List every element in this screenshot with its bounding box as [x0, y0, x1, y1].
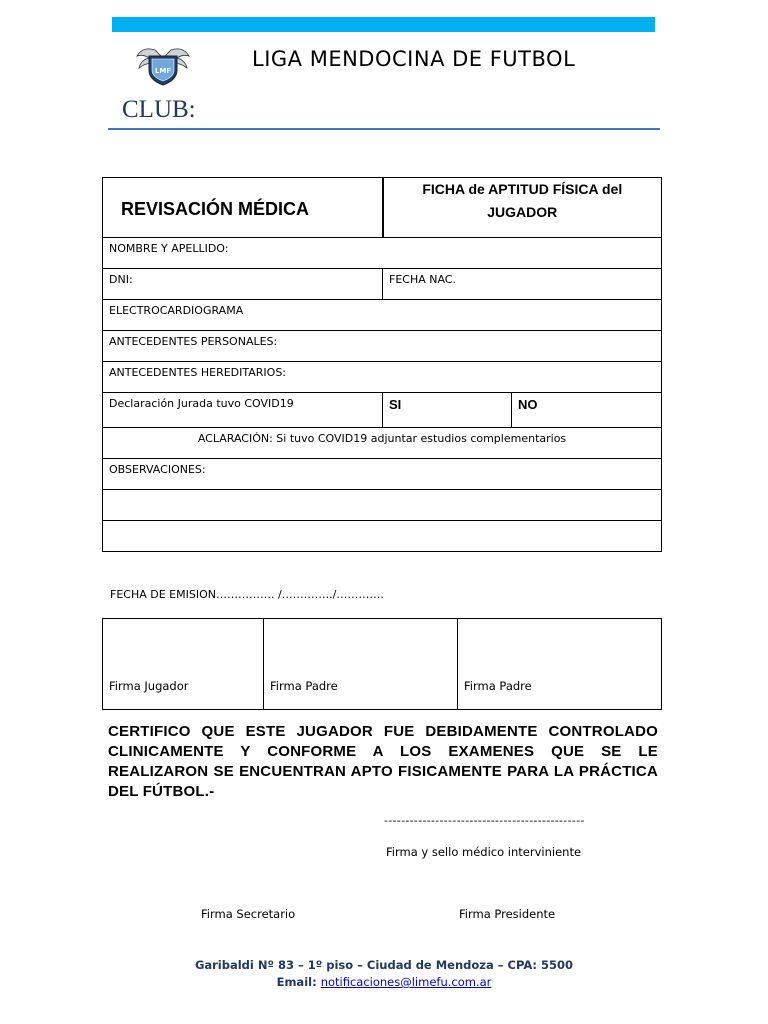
- league-crest-logo: [133, 42, 193, 86]
- dni-field[interactable]: DNI:: [103, 269, 383, 300]
- presidente-signature-label: Firma Presidente: [459, 907, 556, 921]
- firma-jugador-box[interactable]: Firma Jugador: [103, 619, 264, 710]
- covid-no-option[interactable]: NO: [512, 393, 662, 428]
- antecedentes-hereditarios-field[interactable]: ANTECEDENTES HEREDITARIOS:: [103, 362, 662, 393]
- svg-text:LMF: LMF: [154, 67, 172, 75]
- form-title: REVISACIÓN MÉDICA: [103, 178, 383, 238]
- observaciones-line[interactable]: [103, 490, 662, 521]
- footer-address: Garibaldi Nº 83 – 1º piso – Ciudad de Mendoza – CPA: 5500: [194, 958, 574, 972]
- footer-email: [0, 975, 768, 989]
- firma-padre-box[interactable]: Firma Padre: [264, 619, 458, 710]
- observaciones-field[interactable]: OBSERVACIONES:: [103, 459, 662, 490]
- aclaracion-note: ACLARACIÓN: Si tuvo COVID19 adjuntar estudios complementarios: [103, 428, 662, 459]
- nombre-field[interactable]: NOMBRE Y APELLIDO:: [103, 238, 662, 269]
- secretario-signature-label: Firma Secretario: [201, 907, 296, 921]
- firma-padre-box[interactable]: Firma Padre: [458, 619, 662, 710]
- club-label: CLUB:: [122, 96, 196, 123]
- fecha-nac-field[interactable]: FECHA NAC.: [383, 269, 662, 300]
- league-title: LIGA MENDOCINA DE FUTBOL: [252, 47, 576, 71]
- footer-email-label: Email:: [276, 975, 321, 989]
- certification-statement: CERTIFICO QUE ESTE JUGADOR FUE DEBIDAMENTE CONTROLADO CLINICAMENTE Y CONFORME A LOS EXAMENES QUE SE LE REALIZARON SE ENCUENTRAN APTO FISICAMENTE PARA LA PRÁCTICA DEL FÚTBOL.-: [108, 723, 658, 800]
- electrocardiograma-field[interactable]: ELECTROCARDIOGRAMA: [103, 300, 662, 331]
- form-subtitle: FICHA de APTITUD FÍSICA del JUGADOR: [383, 178, 662, 238]
- header-accent-bar: [112, 17, 655, 32]
- medical-form-table: [102, 177, 662, 552]
- email-link[interactable]: notificaciones@limefu.com.ar: [320, 975, 492, 989]
- covid-declaracion-label: Declaración Jurada tuvo COVID19: [103, 393, 383, 428]
- header-rule: [108, 128, 660, 130]
- medico-signature-label: Firma y sello médico interviniente: [386, 845, 582, 859]
- antecedentes-personales-field[interactable]: ANTECEDENTES PERSONALES:: [103, 331, 662, 362]
- signatures-table: [102, 618, 662, 710]
- fecha-emision-field[interactable]: FECHA DE EMISION……………. /…………../………….: [110, 588, 384, 601]
- medico-signature-line: -----------------------------------------------: [384, 814, 585, 827]
- observaciones-line[interactable]: [103, 521, 662, 552]
- covid-si-option[interactable]: SI: [383, 393, 512, 428]
